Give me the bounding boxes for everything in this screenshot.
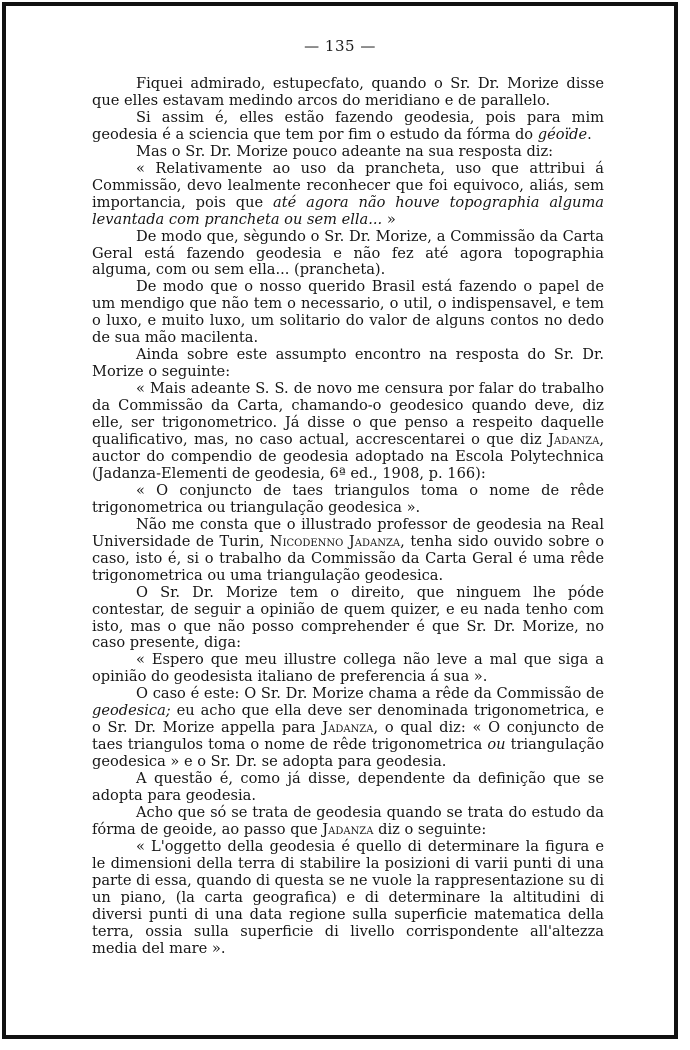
text-body bbox=[92, 76, 604, 958]
paragraph bbox=[92, 652, 604, 686]
author-name: Jadanza bbox=[322, 719, 374, 737]
paragraph bbox=[92, 110, 604, 144]
paragraph bbox=[92, 585, 604, 653]
author-name: Jadanza bbox=[548, 431, 600, 449]
paragraph bbox=[92, 483, 604, 517]
paragraph bbox=[92, 76, 604, 110]
italic-text: geodesica; bbox=[92, 702, 171, 720]
paragraph-text: , auctor do compendio de geodesia adoptado na Escola Polytechnica (Jadanza-Elementi de geodesia, 6ª ed., 1908, p. 166): bbox=[92, 431, 604, 482]
paragraph-text: , o qual diz: « O conjuncto de taes triangulos toma o nome de rêde trigonometrica bbox=[92, 719, 604, 754]
paragraph-text: Fiquei admirado, estupecfato, quando o Sr. Dr. Morize disse que elles estavam medindo arcos do meridiano e de parallelo. bbox=[92, 75, 604, 109]
paragraph-text: Ainda sobre este assumpto encontro na resposta do Sr. Dr. Morize o seguinte: bbox=[92, 346, 604, 381]
italic-text: ou bbox=[487, 736, 506, 754]
paragraph bbox=[92, 839, 604, 958]
paragraph-text: , tenha sido ouvido sobre o caso, isto é, si o trabalho da Commissão da Carta Geral é uma rêde trigonometrica ou uma triangulação geodesica. bbox=[92, 532, 604, 584]
paragraph bbox=[92, 381, 604, 483]
paragraph bbox=[92, 686, 604, 771]
paragraph-text: « O conjuncto de taes triangulos toma o nome de rêde trigonometrica ou triangulação geodesica ». bbox=[92, 481, 604, 516]
paragraph bbox=[92, 279, 604, 347]
paragraph-text: « L'oggetto della geodesia é quello di determinare la figura e le dimensioni della terra di stabilire la posizioni di varii punti di una parte di essa, quando di questa se ne vuole la rappresentazione su di un piano, (la carta geografica) e di determinare la altitudini di diversi punti di una data regione sulla superficie matematica della terra, ossia sulla superficie di livello corrispondente all'altezza media del mare ». bbox=[92, 837, 604, 957]
paragraph bbox=[92, 805, 604, 839]
paragraph bbox=[92, 144, 604, 161]
paragraph bbox=[92, 347, 604, 381]
paragraph-text: eu acho que ella deve ser denominada trigonometrica, e o Sr. Dr. Morize appella para bbox=[92, 702, 604, 737]
paragraph-text: A questão é, como já disse, dependente da definição que se adopta para geodesia. bbox=[92, 770, 604, 805]
author-name: Nicodenno Jadanza bbox=[269, 532, 401, 550]
paragraph-text: » bbox=[382, 210, 396, 228]
italic-text: até agora não houve topographia alguma levantada com prancheta ou sem ella... bbox=[92, 193, 604, 228]
paragraph-text: De modo que o nosso querido Brasil está fazendo o papel de um mendigo que não tem o necessario, o util, o indispensavel, e tem o luxo, e muito luxo, um solitario do valor de alguns contos no dedo de sua mão macilenta. bbox=[92, 278, 604, 347]
paragraph-text: Si assim é, elles estão fazendo geodesia, pois para mim geodesia é a sciencia que tem por fim o estudo da fórma do bbox=[92, 108, 604, 143]
paragraph-text: triangulação geodesica » e o Sr. Dr. se adopta para geodesia. bbox=[92, 736, 604, 771]
paragraph-text: O caso é este: O Sr. Dr. Morize chama a rêde da Commissão de bbox=[136, 685, 604, 703]
paragraph-text: Não me consta que o illustrado professor de geodesia na Real Universidade de Turin, bbox=[92, 515, 604, 550]
paragraph-text: « Relativamente ao uso da prancheta, uso que attribui á Commissão, devo lealmente reconhecer que foi equivoco, aliás, sem importancia, pois que bbox=[92, 159, 604, 211]
paragraph-text: diz o seguinte: bbox=[373, 820, 487, 838]
paragraph bbox=[92, 771, 604, 805]
page-frame bbox=[2, 2, 678, 1039]
italic-text: géoïde bbox=[537, 125, 588, 143]
paragraph-text: Mas o Sr. Dr. Morize pouco adeante na sua resposta diz: bbox=[136, 142, 554, 160]
paragraph bbox=[92, 517, 604, 585]
page-number: — 135 — bbox=[304, 37, 376, 55]
paragraph-text: « Mais adeante S. S. de novo me censura por falar do trabalho da Commissão da Carta, chamando-o geodesico quando deve, diz elle, ser trigonometrico. Já disse o que penso a respeito daquelle qualificativo, mas, no caso actual, accrescentarei o que diz bbox=[92, 380, 604, 449]
author-name: Jadanza bbox=[322, 820, 374, 838]
paragraph-text: . bbox=[587, 125, 592, 143]
paragraph-text: « Espero que meu illustre collega não leve a mal que siga a opinião do geodesista italiano de preferencia á sua ». bbox=[92, 651, 604, 686]
paragraph-text: O Sr. Dr. Morize tem o direito, que ninguem lhe póde contestar, de seguir a opinião de quem quizer, e eu nada tenho com isto, mas o que não posso comprehender é que Sr. Dr. Morize, no caso presente, diga: bbox=[92, 583, 604, 652]
paragraph bbox=[92, 229, 604, 280]
paragraph bbox=[92, 161, 604, 229]
paragraph-text: De modo que, sègundo o Sr. Dr. Morize, a Commissão da Carta Geral está fazendo geodesia e não fez até agora topographia alguma, com ou sem ella... (prancheta). bbox=[92, 227, 604, 279]
paragraph-text: Acho que só se trata de geodesia quando se trata do estudo da fórma de geoide, ao passo que bbox=[92, 803, 604, 838]
